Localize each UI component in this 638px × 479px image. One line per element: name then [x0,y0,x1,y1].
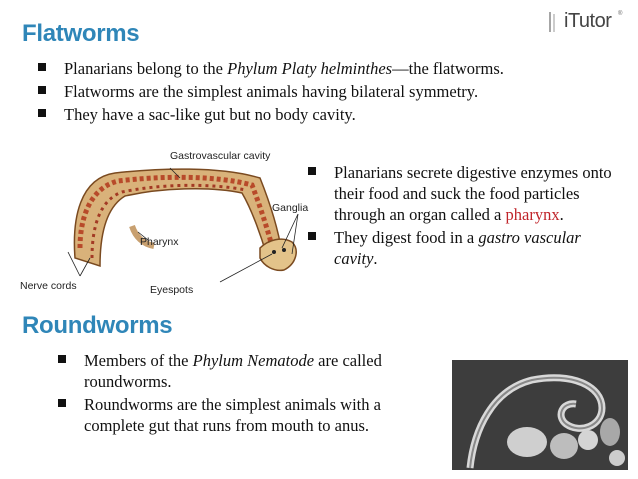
planarian-digestion-list [306,162,616,271]
bullet-text: Planarians belong to the [64,59,228,78]
bullet-text: They digest food in a [334,228,479,247]
label-nerve-cords: Nerve cords [20,280,77,292]
bullet-icon [58,399,66,407]
label-ganglia: Ganglia [272,202,309,214]
list-item [36,104,626,125]
bullet-text: Members of the [84,351,193,370]
bullet-icon [38,109,46,117]
bullet-icon [308,167,316,175]
bullet-text: . [373,249,378,268]
planarian-diagram [20,148,330,303]
logo-mark-icon [548,10,564,36]
bullet-text: Roundworms are the simplest animals with a complete gut that runs from mouth to anus. [84,395,381,435]
label-eyespots: Eyespots [150,284,194,296]
list-item [36,81,626,102]
bullet-icon [38,63,46,71]
flatworms-heading: Flatworms [22,20,140,47]
flatworms-bullet-list [36,58,626,127]
bullet-text: Planarians secrete digestive enzymes onto their food and suck the food particles through an organ called a [334,163,612,224]
list-item [306,162,616,225]
list-item [306,227,616,269]
roundworm-micrograph [452,360,628,470]
highlight-term: pharynx [505,205,560,224]
roundworms-heading: Roundworms [22,312,173,339]
bullet-icon [308,232,316,240]
list-item [56,394,436,436]
bullet-text: are called roundworms. [84,351,382,391]
list-item [36,58,626,79]
list-item [56,350,436,392]
bullet-text: They have a sac-like gut but no body cavity. [64,105,356,124]
bullet-text: Flatworms are the simplest animals having bilateral symmetry. [64,82,479,101]
bullet-icon [58,355,66,363]
roundworms-bullet-list [56,350,436,438]
roundworm-image [452,360,628,470]
phylum-name: Phylum Platy helminthes [227,59,393,78]
itutor-logo [548,8,628,38]
label-gastrovascular-cavity: Gastrovascular cavity [170,150,271,162]
italic-term: gastro vascular cavity [334,228,581,268]
bullet-text: —the flatworms. [392,59,504,78]
phylum-name: Phylum Nematode [192,351,315,370]
label-pharynx: Pharynx [140,236,179,248]
bullet-text: . [559,205,564,224]
logo-registered-mark: ® [618,11,623,17]
logo-text: iTutor [564,10,612,32]
bullet-icon [38,86,46,94]
